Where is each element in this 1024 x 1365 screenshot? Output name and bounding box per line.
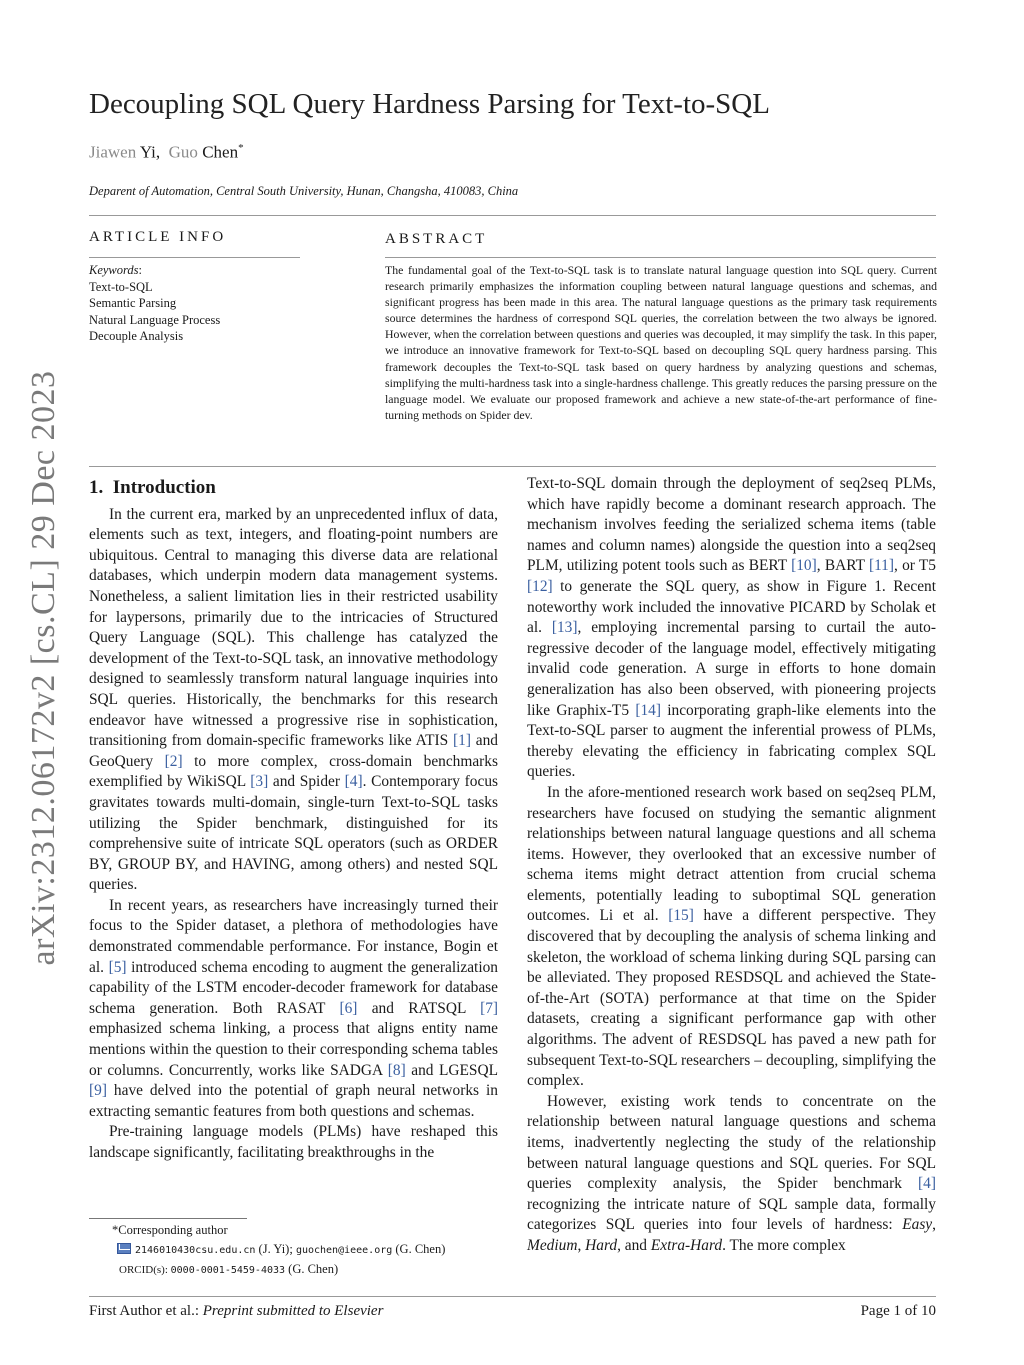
right-column [527, 474, 936, 1257]
citation-link[interactable]: [7] [480, 999, 499, 1017]
body-divider [89, 466, 936, 467]
author-1-first-name: Jiawen [89, 142, 137, 162]
citation-link[interactable]: [5] [108, 958, 127, 976]
citation-link[interactable]: [15] [668, 907, 694, 925]
citation-link[interactable]: [4] [918, 1175, 936, 1193]
citation-link[interactable]: [10] [791, 557, 817, 575]
corresponding-mark: * [238, 142, 244, 154]
author-2-last-name: Chen [202, 142, 239, 162]
paragraph: However, existing work tends to concentrate on the relationship between natural language questions and schema items, inadvertently neglecting the study of the relationship between natural language questions and SQL queries. For SQL queries complexity analysis, the Spider benchmark [4] recognizing the intricate nature of SQL sample data, formally categorizes SQL queries into four levels of hardness: Easy, Medium, Hard, and Extra-Hard. The more complex [527, 1092, 936, 1254]
keywords-label: Keywords [89, 263, 139, 277]
email-2[interactable]: guochen@ieee.org [295, 1245, 393, 1256]
abstract-text: The fundamental goal of the Text-to-SQL task is to translate natural language question into SQL query. Current research primarily emphasizes the information coupling between natural language questions and schemas, and significant progress has been made in this area. The natural language questions as the primary task requirements source determines the hardness of correspond SQL queries, the correlation between the two always be ignored. However, when the correlation between questions and queries was decoupled, it may simplify the task. In this paper, we introduce an innovative framework for Text-to-SQL based on decoupling SQL query hardness parsing. This framework decouples the Text-to-SQL task based on query hardness by analyzing questions and schemas, simplifying the multi-hardness task into a single-hardness challenge. This greatly reduces the parsing pressure on the language model. We evaluate our proposed framework and achieve a new state-of-the-art performance of fine-turning methods on Spider dev. [385, 263, 937, 422]
orcid-id[interactable]: 0000-0001-5459-4033 [170, 1265, 286, 1276]
citation-link[interactable]: [13] [551, 619, 578, 637]
footer-left: First Author et al.: Preprint submitted to Elsevier [89, 1303, 384, 1319]
article-info-divider [89, 257, 300, 258]
citation-link[interactable]: [3] [250, 773, 269, 791]
abstract-heading: ABSTRACT [385, 231, 488, 247]
citation-link[interactable]: [6] [339, 999, 358, 1017]
mail-icon [117, 1243, 131, 1254]
keyword-item: Text-to-SQL [89, 279, 153, 294]
orcid-line: ORCID(s): 0000-0001-5459-4033 (G. Chen) [119, 1262, 339, 1276]
citation-link[interactable]: [8] [387, 1061, 406, 1079]
citation-link[interactable]: [11] [868, 557, 895, 575]
paragraph: In the current era, marked by an unprecedented influx of data, elements such as text, integers, and floating-point numbers are ubiquitous. Central to managing this diverse data are relational databases, which underpin modern data management systems. Nonetheless, a salient limitation lies in their restricted usability for laypersons, primarily due to the intricacies of Structured Query Language (SQL). This challenge has catalyzed the development of the Text-to-SQL task, an innovative methodology designed to seamlessly transform natural language inquiries into SQL queries. Historically, the benchmarks for this research endeavor have witnessed a progressive rise in sophistication, transitioning from domain-specific frameworks like ATIS [1] and GeoQuery [2] to more complex, cross-domain benchmarks exemplified by WikiSQL [3] and Spider [4]. Contemporary focus gravitates towards multi-domain, single-turn Text-to-SQL tasks utilizing the Spider benchmark, distinguished for its comprehensive suite of intricate SQL operators (such as ORDER BY, GROUP BY, and HAVING, among others) and nested SQL queries. [89, 505, 499, 894]
citation-link[interactable]: [14] [635, 701, 661, 719]
header-divider [89, 215, 936, 216]
author-list [89, 142, 244, 163]
paragraph: Pre-training language models (PLMs) have reshaped this landscape significantly, facilitating breakthroughs in the [89, 1123, 498, 1161]
keyword-item: Semantic Parsing [89, 296, 177, 310]
arxiv-sidebar-id: arXiv:2312.06172v2 [cs.CL] 29 Dec 2023 [25, 370, 62, 966]
keyword-item: Decouple Analysis [89, 329, 184, 343]
article-info-heading: ARTICLE INFO [89, 229, 227, 245]
keyword-item: Natural Language Process [89, 312, 221, 327]
email-1[interactable]: 2146010430csu.edu.cn [135, 1245, 256, 1256]
footer-divider [89, 1296, 936, 1297]
page-number: Page 1 of 10 [860, 1303, 936, 1319]
citation-link[interactable]: [4] [344, 773, 363, 791]
section-heading: 1. Introduction [89, 477, 216, 498]
citation-link[interactable]: [9] [89, 1082, 107, 1100]
paragraph: In the afore-mentioned research work based on seq2seq PLM, researchers have focused on studying the semantic alignment relationships between natural language questions and all schema items. However, they overlooked that an excessive number of schema items might detract attention from crucial schema elements, potentially leading to suboptimal SQL generation outcomes. Li et al. [15] have a different perspective. They discovered that by decoupling the analysis of schema linking and skeleton, the workload of schema linking during SQL parsing can be alleviated. They proposed RESDSQL and achieved the State-of-the-Art (SOTA) performance at that time on the Spider datasets, creating a significant performance gap with other algorithms. The advent of RESDSQL has paved a new path for subsequent Text-to-SQL researchers – decoupling, simplifying the complex. [527, 783, 936, 1090]
citation-link[interactable]: [2] [164, 752, 183, 770]
abstract-divider [385, 257, 936, 258]
left-column [89, 474, 498, 1164]
email-line: 2146010430csu.edu.cn (J. Yi); guochen@ieee.org (G. Chen) [89, 1240, 498, 1260]
citation-link[interactable]: [1] [453, 732, 471, 750]
keywords-block: Keywords: Text-to-SQL Semantic Parsing Natural Language Process Decouple Analysis [89, 263, 221, 343]
footnote-divider [89, 1218, 247, 1219]
author-1-last-name: Yi, [139, 142, 161, 162]
corresponding-author-note: *Corresponding author [112, 1223, 228, 1237]
footnotes [89, 1218, 498, 1280]
citation-link[interactable]: [12] [527, 577, 553, 595]
paper-title: Decoupling SQL Query Hardness Parsing for Text-to-SQL [89, 88, 770, 120]
affiliation: Deparent of Automation, Central South University, Hunan, Changsha, 410083, China [89, 184, 519, 198]
paragraph: In recent years, as researchers have increasingly turned their focus to the Spider dataset, a plethora of methodologies have demonstrated commendable performance. For instance, Bogin et al. [5] introduced schema encoding to augment the generalization capability of the LSTM encoder-decoder framework for database schema generation. Both RASAT [6] and RATSQL [7] emphasized schema linking, a process that aligns entity name mentions within the question to their corresponding schema tables or columns. Concurrently, works like SADGA [8] and LGESQL [9] have delved into the potential of graph neural networks in extracting semantic features from both questions and schemas. [89, 896, 499, 1120]
paragraph: Text-to-SQL domain through the deployment of seq2seq PLMs, which have rapidly become a dominant research approach. The mechanism involves feeding the serialized schema items (table names and column names) alongside the question into a seq2seq PLM, utilizing potent tools such as BERT [10], BART [11], or T5 [12] to generate the SQL query, as show in Figure 1. Recent noteworthy work included the innovative PICARD by Scholak et al. [13], employing incremental parsing to curtail the auto-regressive decoder of the language model, effectively mitigating invalid code generation. A surge in efforts to hone domain generalization has also been observed, with pioneering projects like Graphix-T5 [14] incorporating graph-like elements into the Text-to-SQL parser to augment the inferential prowess of PLMs, thereby elevating the efficiency in fabricating complex SQL queries. [527, 475, 936, 781]
author-2-first-name: Guo [168, 142, 198, 162]
